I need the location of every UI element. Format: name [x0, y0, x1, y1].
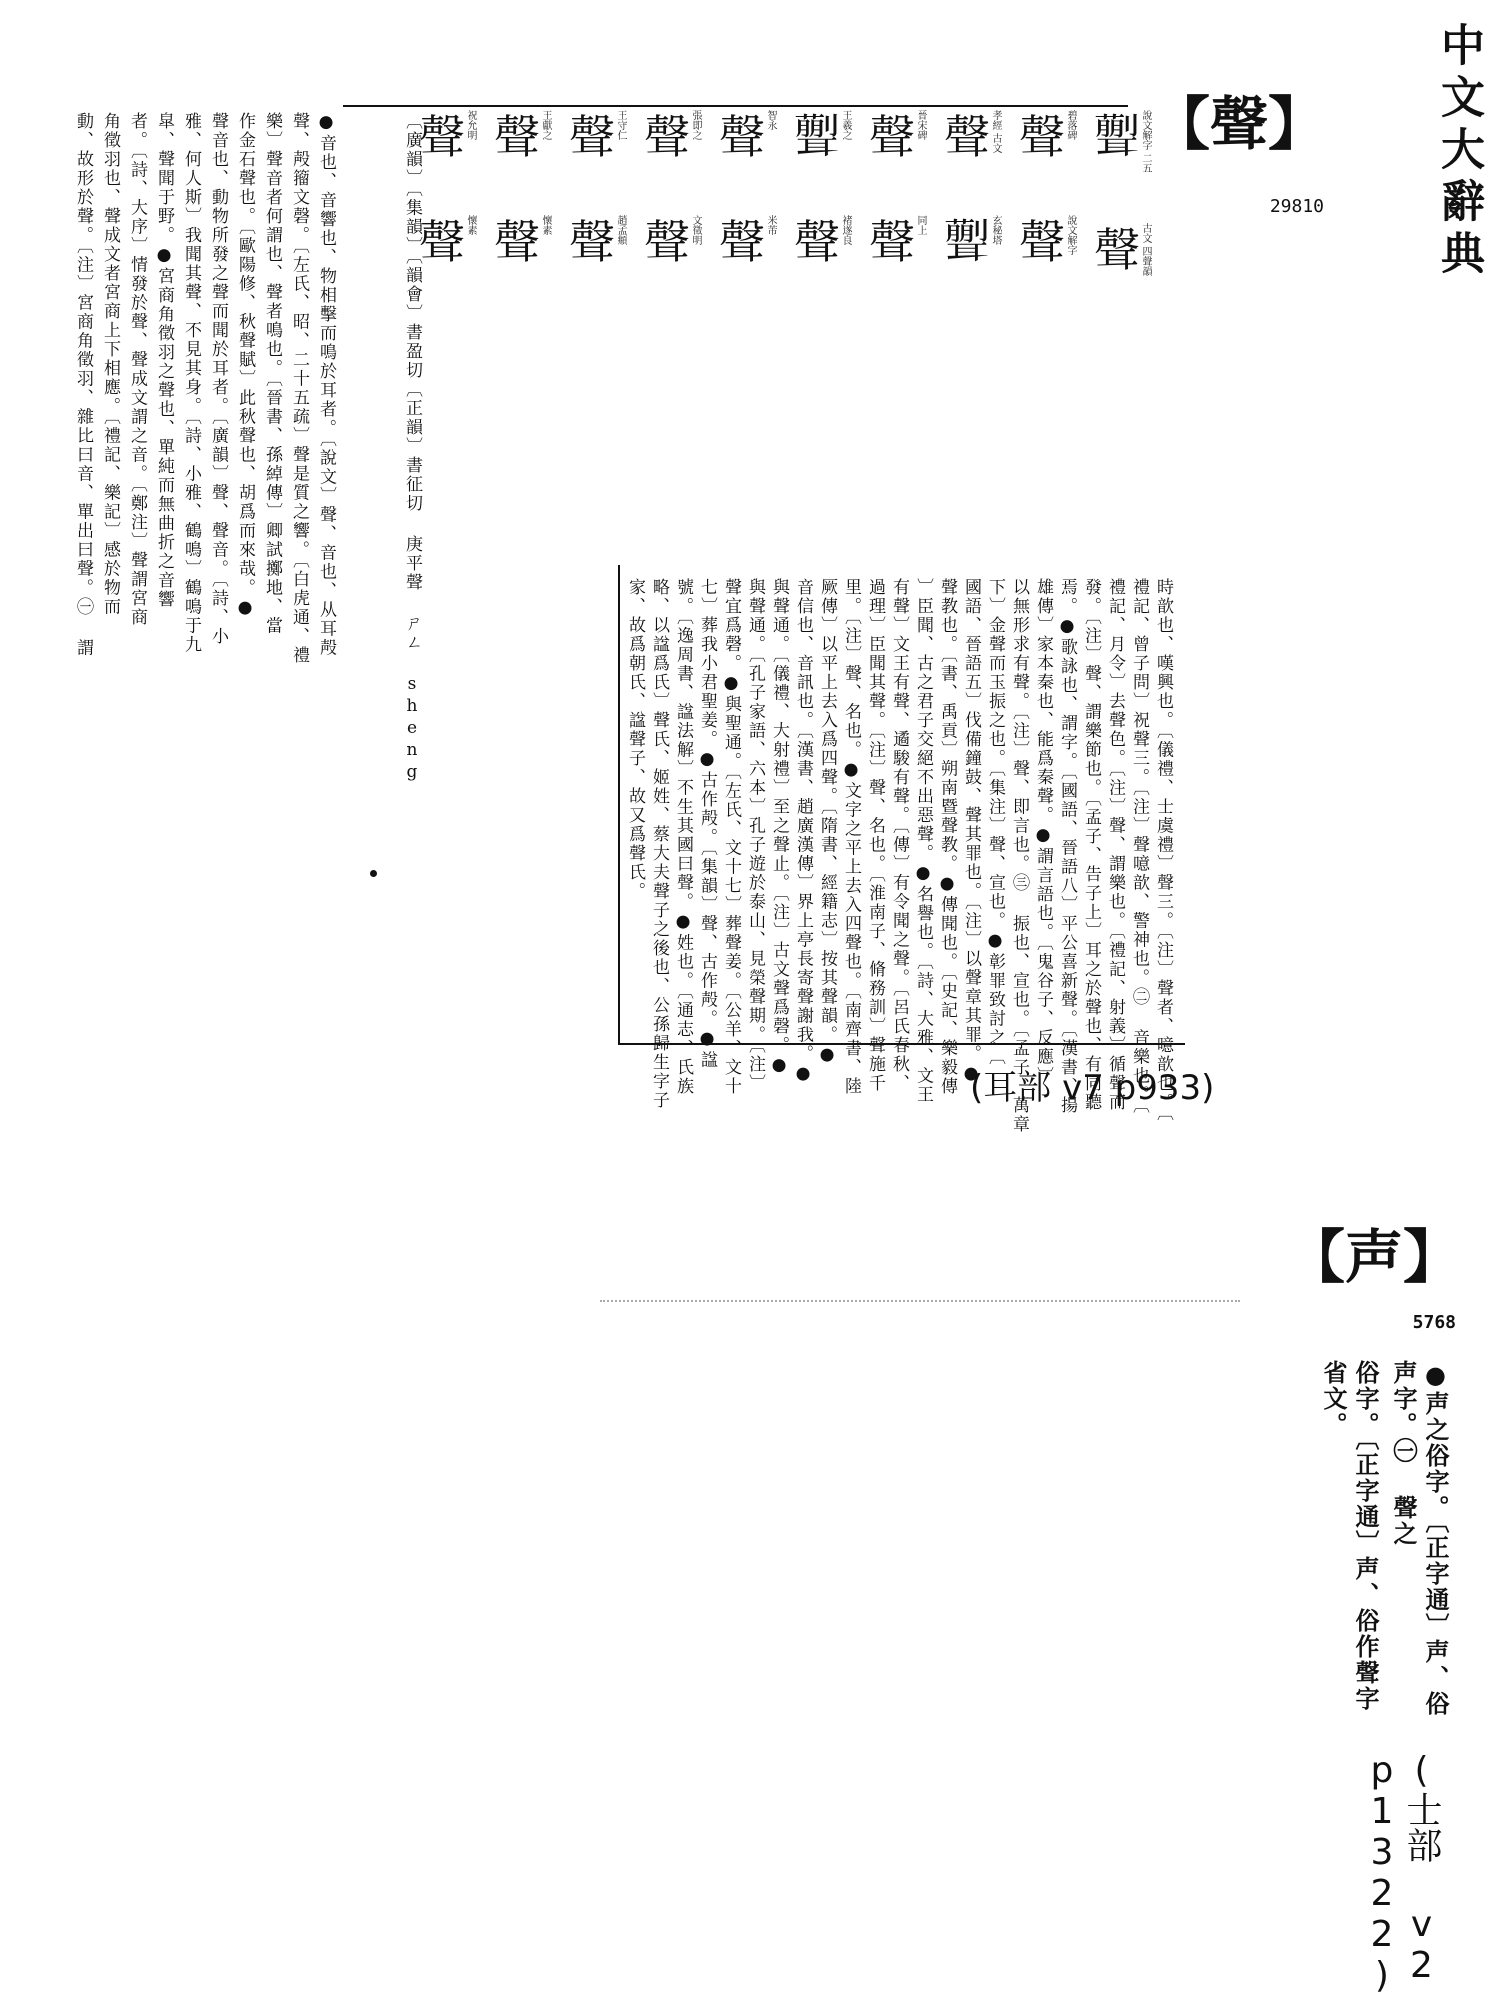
left-bracket: 【: [1151, 90, 1210, 158]
text-column: 過理〕臣聞其聲。〔注〕聲、名也。〔淮南子、脩務訓〕聲施千: [865, 578, 885, 1093]
variant-glyph: 聲: [494, 110, 540, 164]
variant-grid: [419, 110, 1151, 550]
text-column: 略、以諡爲氏〕聲氏、姬姓、蔡大夫聲子之後也、公孫歸生字子: [649, 578, 669, 1110]
variant-item: [569, 110, 626, 165]
variant-glyph: 聲: [719, 110, 765, 164]
left-bracket: 【: [1286, 1223, 1345, 1291]
variant-note: 米芾: [765, 215, 776, 236]
text-column: 雅、何人斯〕我聞其聲、不見其身。〔詩、小雅、鶴鳴〕鶴鳴于九: [181, 112, 201, 655]
text-column: 聲音也、動物所發之聲而聞於耳者。〔廣韻〕聲、聲音。〔詩、小: [208, 112, 228, 646]
text-column: 角徵羽也、聲成文者宮商上下相應。〔禮記、樂記〕感於物而: [100, 112, 120, 617]
variant-item: [644, 110, 701, 165]
text-column: 時歆也、嘆興也。〔儀禮、士虞禮〕聲三。〔注〕聲者、噫歆也。〔: [1153, 578, 1173, 1123]
variant-item: [1094, 223, 1151, 278]
handwritten-note-2: (士部 v2 p1322): [1361, 1750, 1442, 1996]
reading-line: 〔廣韻〕〔集韻〕〔韻會〕書盈切〔正韻〕書征切 庚平聲 ㄕㄥ sheng: [402, 112, 422, 784]
variant-note: 智永: [765, 110, 776, 130]
dotted-guide: [600, 1300, 1240, 1302]
variant-note: 同上: [915, 215, 926, 236]
variant-note: 玄秘塔: [990, 215, 1001, 246]
variant-glyph: 聲: [1019, 110, 1065, 164]
variant-column: [1094, 110, 1151, 550]
variant-note: 王獻之: [540, 110, 551, 140]
variant-item: [644, 215, 701, 270]
variant-item: [569, 215, 626, 270]
text-column: 家、故爲朝氏、諡聲子、故又爲聲氏。: [625, 578, 645, 901]
variant-glyph: 聲: [1094, 223, 1140, 278]
entry-character: 聲: [1209, 90, 1268, 158]
text-column: 號。〔逸周書、諡法解〕不生其國曰聲。●姓也。〔通志、氏族: [673, 578, 693, 1096]
sub-text-column: ●声之俗字。〔正字通〕声、俗声字。㊀ 聲之: [1389, 1360, 1450, 1717]
variant-item: [719, 215, 776, 270]
variant-glyph: 𦗿: [794, 110, 840, 164]
variant-column: [719, 110, 776, 550]
right-bracket: 】: [1402, 1223, 1461, 1291]
sub-entry-number: 5768: [1412, 1312, 1456, 1333]
variant-note: 說文解字: [1065, 215, 1076, 256]
variant-glyph: 聲: [419, 215, 465, 270]
text-column: 皐、聲聞于野。●宮商角徵羽之聲也、單純而無曲折之音響: [154, 112, 174, 609]
entry-headword: [1151, 90, 1326, 158]
variant-note: 孝經 古文: [990, 110, 1001, 154]
variant-note: 古文 四聲韻: [1140, 223, 1151, 277]
variant-note: 晉宋碑: [915, 110, 926, 140]
variant-note: 趙孟頫: [615, 215, 626, 246]
variant-glyph: 聲: [644, 215, 690, 270]
text-column: 作金石聲也。〔歐陽修、秋聲賦〕此秋聲也、胡爲而來哉。●: [235, 112, 255, 620]
variant-glyph: 聲: [644, 110, 690, 164]
sub-text-block: [1317, 1360, 1451, 1720]
variant-glyph: 聲: [569, 215, 615, 270]
variant-item: [1019, 110, 1076, 165]
variant-note: 張即之: [690, 110, 701, 140]
variant-item: [869, 215, 926, 270]
variant-note: 王守仁: [615, 110, 626, 140]
variant-column: [644, 110, 701, 550]
variant-note: 王羲之: [840, 110, 851, 140]
text-column: 與聲通。〔孔子家語、六本〕孔子遊於泰山、見榮聲期。〔注〕: [745, 578, 765, 1093]
text-column: 音信也、音訊也。〔漢書、趙廣漢傳〕界上亭長寄聲謝我。●: [793, 578, 813, 1086]
variant-note: 文徵明: [690, 215, 701, 246]
text-column: 與聲通。〔儀禮、大射禮〕至之聲止。〔注〕古文聲爲磬。●: [769, 578, 789, 1077]
variant-glyph: 𦗿: [944, 215, 990, 270]
variant-item: [1019, 215, 1076, 270]
text-column: 以無形求有聲。〔注〕聲、即言也。㊂ 振也、宣也。〔孟子、萬章: [1009, 578, 1029, 1134]
text-column: 有聲〕文王有聲、遹駿有聲。〔傳〕有令聞之聲。〔呂氏春秋、: [889, 578, 909, 1093]
variant-glyph: 聲: [719, 215, 765, 270]
text-column: 禮記、月令〕去聲色。〔注〕聲、謂樂也。〔禮記、射義〕循聲而: [1105, 578, 1125, 1112]
variant-glyph: 聲: [869, 110, 915, 164]
variant-column: [419, 110, 476, 550]
handwritten-note-1: (耳部 v7 p933): [970, 1068, 1215, 1108]
variant-item: [794, 110, 851, 165]
book-title: 中文大辭典: [1433, 22, 1484, 282]
definition-block: [70, 112, 340, 665]
variant-glyph: 聲: [794, 215, 840, 270]
variant-column: [569, 110, 626, 550]
variant-glyph: 聲: [1019, 215, 1065, 270]
text-column: ●音也、音響也、物相擊而鳴於耳者。〔說文〕聲、音也、从耳殸: [316, 112, 336, 658]
text-column: 焉。●歌詠也、謂字。〔國語、晉語八〕平公喜新聲。〔漢書、揚: [1057, 578, 1077, 1115]
variant-glyph: 聲: [569, 110, 615, 164]
text-column: 下〕金聲而玉振之也。〔集注〕聲、宣也。●彰罪致討之〔: [985, 578, 1005, 1067]
text-column: 厥傳〕以平上去入爲四聲。〔隋書、經籍志〕按其聲韻。●: [817, 578, 837, 1067]
text-column: 聲、殸籀文磬。〔左氏、昭、二十五疏〕聲是質之響。〔白虎通、禮: [289, 112, 309, 665]
variant-note: 祝允明: [465, 110, 476, 140]
variant-item: [419, 215, 476, 270]
right-bracket: 】: [1267, 90, 1326, 158]
variant-item: [869, 110, 926, 165]
variant-item: [719, 110, 776, 165]
variant-item: [1094, 110, 1151, 173]
text-column: 國語、晉語五〕伐備鐘鼓、聲其罪也。〔注〕以聲章其罪。●: [961, 578, 981, 1086]
variant-column: [944, 110, 1001, 550]
variant-note: 褚遂良: [840, 215, 851, 246]
variant-note: 懷素: [540, 215, 551, 236]
variant-item: [494, 215, 551, 270]
variant-glyph: 聲: [494, 215, 540, 270]
text-column: 聲宜爲磬。●與聖通。〔左氏、文十七〕葬聲姜。〔公羊、文十: [721, 578, 741, 1096]
text-column: 者。〔詩、大序〕情發於聲、聲成文謂之音。〔鄭注〕聲謂宮商: [127, 112, 147, 627]
entry-number: 29810: [1269, 196, 1324, 217]
text-column: 雄傳〕家本秦也、能爲秦聲。●謂言語也。〔鬼谷子、反應〕: [1033, 578, 1053, 1086]
text-column: 發。〔注〕聲、謂樂節也。〔孟子、告子上〕耳之於聲也、有同聽: [1081, 578, 1101, 1112]
text-column: 動、故形於聲。〔注〕宮商角徵羽、雜比曰音、單出曰聲。㊀ 謂: [73, 112, 93, 658]
text-column: 樂〕聲音者何謂也、聲者鳴也。〔晉書、孫綽傳〕卿試擲地、當: [262, 112, 282, 636]
variant-item: [944, 110, 1001, 165]
variant-item: [944, 215, 1001, 270]
variant-column: [794, 110, 851, 550]
variant-item: [419, 110, 476, 165]
variant-glyph: 𦗿: [1094, 110, 1140, 164]
text-column: 聲教也。〔書、禹貢〕朔南暨聲教。●傳聞也。〔史記、樂毅傳: [937, 578, 957, 1096]
text-column: 〕臣聞、古之君子交絕不出惡聲。●名譽也。〔詩、大雅、文王: [913, 578, 933, 1105]
variant-note: 說文解字 二五: [1140, 110, 1151, 174]
sub-text-column: 俗字。〔正字通〕声、俗作聲字省文。: [1319, 1360, 1380, 1712]
variant-glyph: 聲: [869, 215, 915, 270]
variant-item: [794, 215, 851, 270]
stray-dot: [370, 870, 377, 877]
sub-character: 声: [1344, 1223, 1403, 1291]
variant-item: [494, 110, 551, 165]
variant-column: [494, 110, 551, 550]
variant-glyph: 聲: [419, 110, 465, 164]
variant-column: [869, 110, 926, 550]
variant-column: [1019, 110, 1076, 550]
sub-headword: [1286, 1223, 1461, 1291]
variant-note: 碧落碑: [1065, 110, 1076, 140]
text-column: 里。〔注〕聲、名也。●文字之平上去入四聲也。〔南齊書、陸: [841, 578, 861, 1096]
text-column: 七〕葬我小君聖姜。●古作殸。〔集韻〕聲、古作殸。●諡: [697, 578, 717, 1070]
variant-note: 懷素: [465, 215, 476, 236]
text-column: 禮記、曾子問〕祝聲三。〔注〕聲噫歆、警神也。㊁ 音樂也。〔: [1129, 578, 1149, 1115]
variant-glyph: 聲: [944, 110, 990, 164]
